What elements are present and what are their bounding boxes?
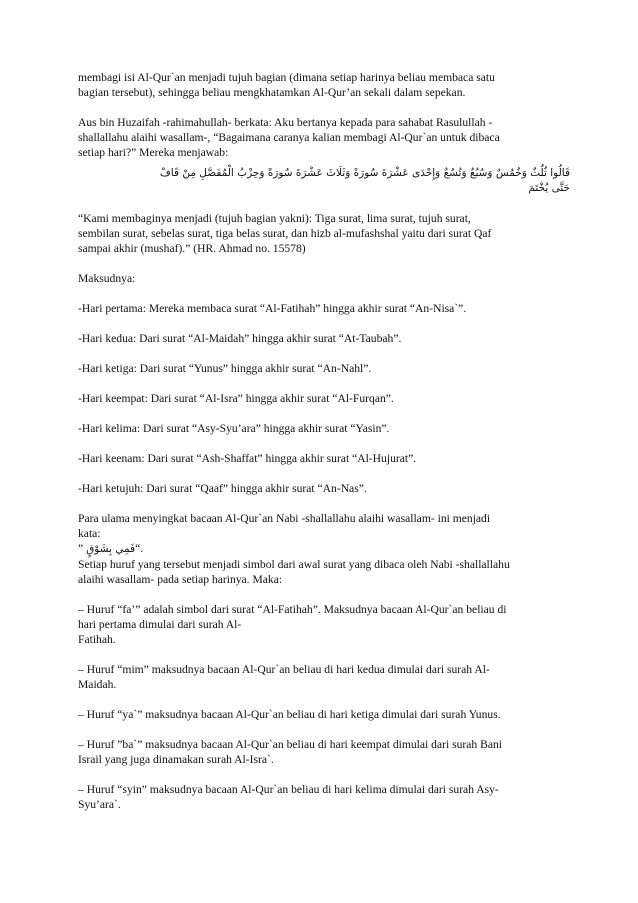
text-line: Para ulama menyingkat bacaan Al-Qur`an Nabi -shallallahu alaihi wasallam- ini menjadi <box>78 512 491 525</box>
arabic-line: حَتَّى يُخْتَمَ <box>528 182 570 194</box>
text-line: – Huruf “syin” maksudnya bacaan Al-Qur`an beliau di hari kelima dimulai dari surah Asy- <box>78 783 499 796</box>
text-line: bagian tersebut), sehingga beliau mengkhatamkan Al-Qur’an sekali dalam sepekan. <box>78 86 466 99</box>
paragraph-intro <box>78 70 570 100</box>
arabic-line: قَالُوا ثُلُثٌ وَخُمُسٌ وَسُبُعٌ وَتُسُعٌ وَإِحْدَى عَشْرَةَ سُورَةً وَثَلَاثَ عَشْرَةَ سُورَةً وَحِزْبُ الْمُفَصَّلِ مِنْ قَافْ <box>159 167 570 179</box>
text-line: shallallahu alaihi wasallam-, “Bagaimana caranya kalian membagi Al-Qur`an untuk dibaca <box>78 131 500 144</box>
day-item: -Hari keenam: Dari surat “Ash-Shaffat” hingga akhir surat “Al-Hujurat”. <box>78 452 417 465</box>
paragraph-translation <box>78 211 570 256</box>
document-page <box>78 70 570 827</box>
text-line: – Huruf ”ba`” maksudnya bacaan Al-Qur`an beliau di hari keempat dimulai dari surah Bani <box>78 738 502 751</box>
day-item: -Hari kedua: Dari surat “Al-Maidah” hingga akhir surat “At-Taubah”. <box>78 332 402 345</box>
text-line: Maidah. <box>78 678 117 691</box>
day-item: -Hari keempat: Dari surat “Al-Isra” hingga akhir surat “Al-Furqan”. <box>78 392 394 405</box>
day-item: -Hari pertama: Mereka membaca surat “Al-Fatihah” hingga akhir surat “An-Nisa`”. <box>78 302 467 315</box>
day-item: -Hari ketujuh: Dari surat “Qaaf” hingga akhir surat “An-Nas”. <box>78 482 367 495</box>
text-line: Setiap huruf yang tersebut menjadi simbol dari awal surat yang dibaca oleh Nabi -shallallahu <box>78 558 510 571</box>
text-line: Israil yang juga dinamakan surah Al-Isra`. <box>78 753 274 766</box>
text-line: Aus bin Huzaifah -rahimahullah- berkata: Aku bertanya kepada para sahabat Rasulullah - <box>78 116 493 129</box>
abbreviation-quote <box>78 541 570 557</box>
text-line: – Huruf “fa’” adalah simbol dari surat “Al-Fatihah”. Maksudnya bacaan Al-Qur`an beliau di <box>78 603 507 616</box>
text-line: setiap hari?” Mereka menjawab: <box>78 146 229 159</box>
quote-open: ” <box>78 542 84 555</box>
text-line: membagi isi Al-Qur`an menjadi tujuh bagian (dimana setiap harinya beliau membaca satu <box>78 71 495 84</box>
maksudnya-heading: Maksudnya: <box>78 272 136 285</box>
huruf-item-fa <box>78 602 570 647</box>
text-line: sembilan surat, sebelas surat, tiga belas surat, dan hizb al-mufashshal yaitu dari surat Qaf <box>78 227 492 240</box>
text-line: Fatihah. <box>78 633 116 646</box>
huruf-item-ba <box>78 737 570 767</box>
huruf-item-syin <box>78 782 570 812</box>
paragraph-ulama <box>78 511 570 587</box>
text-line: “Kami membaginya menjadi (tujuh bagian yakni): Tiga surat, lima surat, tujuh surat, <box>78 212 471 225</box>
abbreviation-arabic: فَمِي بِشَوْقٍ <box>86 543 136 555</box>
arabic-quote <box>78 166 570 196</box>
text-line: sampai akhir (mushaf).” (HR. Ahmad no. 15578) <box>78 242 306 255</box>
day-item: -Hari ketiga: Dari surat “Yunus” hingga akhir surat “An-Nahl”. <box>78 362 372 375</box>
text-line: – Huruf “ya`” maksudnya bacaan Al-Qur`an beliau di hari ketiga dimulai dari surah Yunus. <box>78 708 501 721</box>
huruf-item-ya <box>78 707 570 722</box>
text-line: hari pertama dimulai dari surah Al- <box>78 618 242 631</box>
text-line: alaihi wasallam- pada setiap harinya. Maka: <box>78 573 283 586</box>
paragraph-aus-bin-huzaifah <box>78 115 570 160</box>
day-item: -Hari kelima: Dari surat “Asy-Syu’ara” hingga akhir surat “Yasin”. <box>78 422 390 435</box>
quote-close: “. <box>135 542 144 555</box>
text-line: Syu’ara`. <box>78 798 121 811</box>
text-line: kata: <box>78 527 101 540</box>
text-line: – Huruf “mim” maksudnya bacaan Al-Qur`an beliau di hari kedua dimulai dari surah Al- <box>78 663 490 676</box>
huruf-item-mim <box>78 662 570 692</box>
